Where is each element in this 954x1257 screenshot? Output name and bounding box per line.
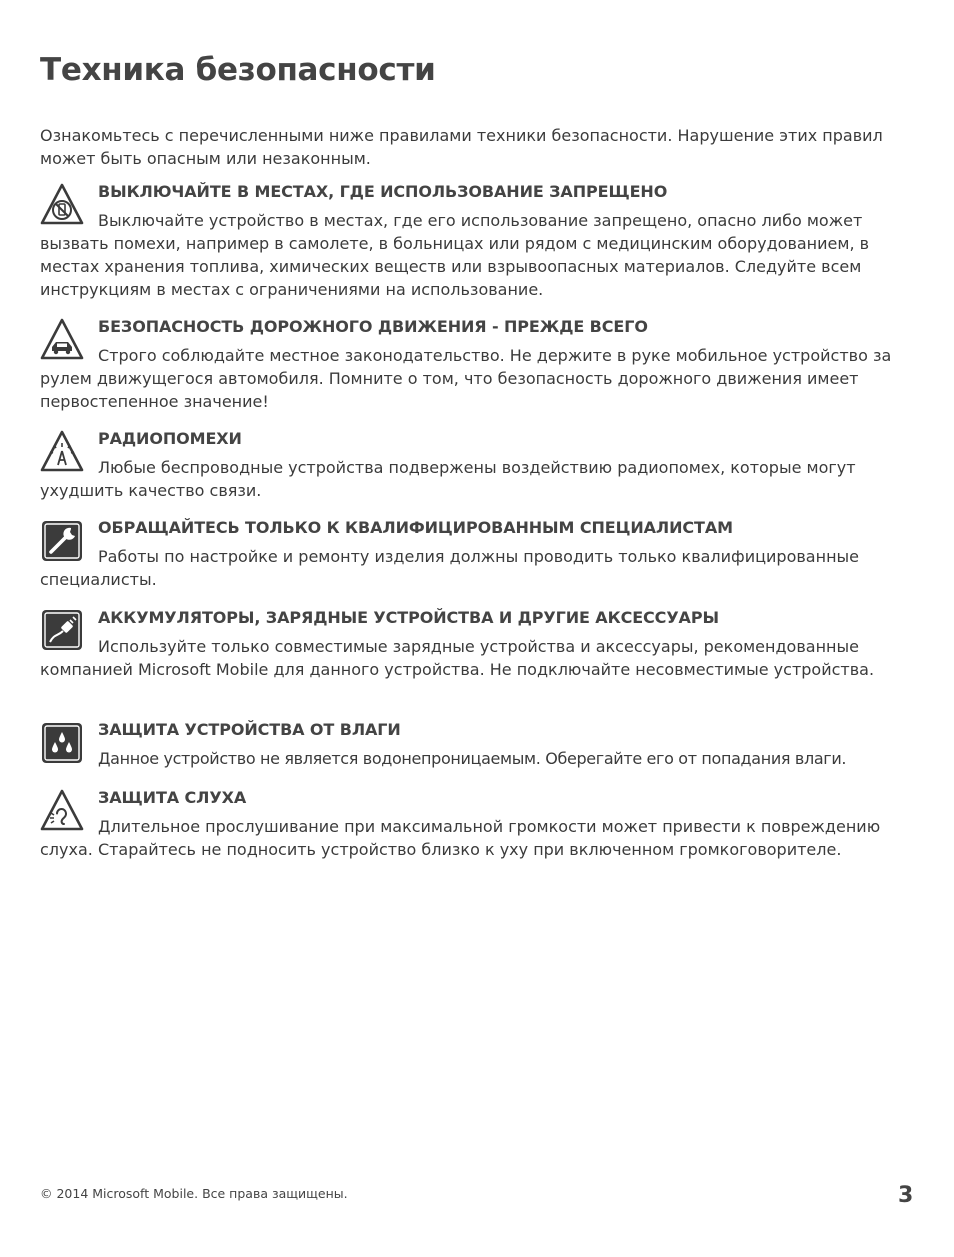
page-number: 3 xyxy=(898,1183,914,1208)
section-heading: ОБРАЩАЙТЕСЬ ТОЛЬКО К КВАЛИФИЦИРОВАННЫМ СПЕЦИАЛИСТАМ xyxy=(98,518,733,537)
interference-warning-icon xyxy=(40,429,84,473)
intro-paragraph: Ознакомьтесь с перечисленными ниже правилами техники безопасности. Нарушение этих правил может быть опасным или незаконным. xyxy=(40,126,883,168)
section-body: Выключайте устройство в местах, где его использование запрещено, опасно либо может вызвать помехи, например в самолете, в больницах или рядом с медицинским оборудованием, в местах хранения топлива, химических веществ или взрывоопасных материалов. Следуйте всем инструкциям в местах с ограничениями на использование. xyxy=(40,211,870,299)
section-body: Работы по настройке и ремонту изделия должны проводить только квалифицированные специалисты. xyxy=(40,547,859,589)
section-body: Любые беспроводные устройства подвержены воздействию радиопомех, которые могут ухудшить качество связи. xyxy=(40,458,856,500)
section-heading: РАДИОПОМЕХИ xyxy=(98,429,242,448)
section-hearing-protection xyxy=(40,786,920,861)
section-body: Используйте только совместимые зарядные устройства и аксессуары, рекомендованные компанией Microsoft Mobile для данного устройства. Не подключайте несовместимые устройства. xyxy=(40,637,875,679)
section-heading: ЗАЩИТА СЛУХА xyxy=(98,788,247,807)
hearing-warning-icon xyxy=(40,788,84,832)
wrench-icon xyxy=(40,519,84,563)
no-phone-warning-icon xyxy=(40,182,84,226)
footer-copyright: © 2014 Microsoft Mobile. Все права защищены. xyxy=(40,1186,348,1201)
section-water-protection xyxy=(40,718,920,770)
section-no-use-areas xyxy=(40,180,920,301)
section-road-safety xyxy=(40,315,920,413)
section-body: Длительное прослушивание при максимальной громкости может привести к повреждению слуха. Старайтесь не подносить устройство близко к уху при включенном громкоговорителе. xyxy=(40,817,881,859)
section-heading: БЕЗОПАСНОСТЬ ДОРОЖНОГО ДВИЖЕНИЯ - ПРЕЖДЕ ВСЕГО xyxy=(98,317,648,336)
section-accessories xyxy=(40,606,920,681)
section-interference xyxy=(40,427,920,502)
page-title: Техника безопасности xyxy=(40,52,436,88)
water-drops-icon xyxy=(40,721,84,765)
section-heading: ВЫКЛЮЧАЙТЕ В МЕСТАХ, ГДЕ ИСПОЛЬЗОВАНИЕ ЗАПРЕЩЕНО xyxy=(98,182,668,201)
section-qualified-service xyxy=(40,516,920,591)
car-warning-icon xyxy=(40,317,84,361)
section-heading: ЗАЩИТА УСТРОЙСТВА ОТ ВЛАГИ xyxy=(98,720,401,739)
section-body: Строго соблюдайте местное законодательство. Не держите в руке мобильное устройство за рулем движущегося автомобиля. Помните о том, что безопасность дорожного движения имеет первостепенное значение! xyxy=(40,346,892,411)
section-heading: АККУМУЛЯТОРЫ, ЗАРЯДНЫЕ УСТРОЙСТВА И ДРУГИЕ АКСЕССУАРЫ xyxy=(98,608,719,627)
charger-plug-icon xyxy=(40,608,84,652)
section-body: Данное устройство не является водонепроницаемым. Оберегайте его от попадания влаги. xyxy=(98,749,847,768)
